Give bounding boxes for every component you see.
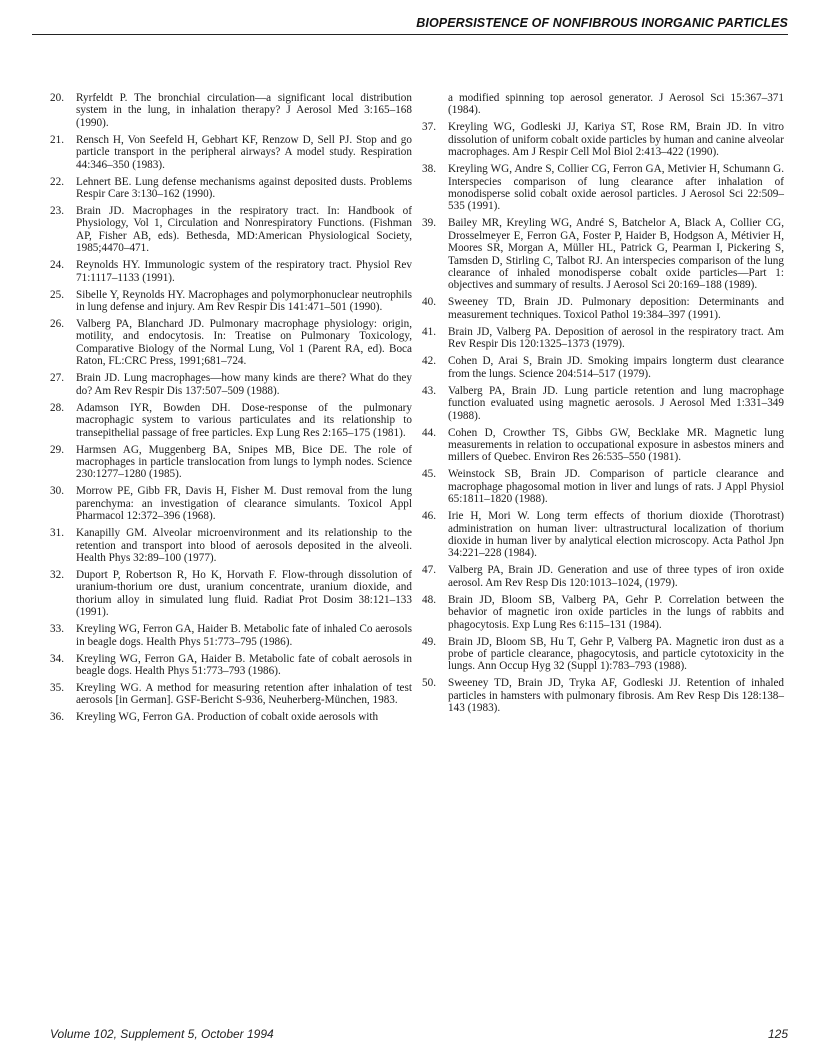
reference-32	[50, 569, 412, 619]
reference-number: 42.	[422, 355, 436, 368]
reference-text: Kreyling WG, Godleski JJ, Kariya ST, Rose RM, Brain JD. In vitro dissolution of uniform cobalt oxide particles by human and canine alveolar macrophages. Am J Respir Cell Mol Biol 2:413–422 (1990).	[448, 121, 784, 159]
reference-text: Kreyling WG. A method for measuring retention after inhalation of test aerosols [in German]. GSF-Bericht S-936, Neuherberg-München, 1983.	[76, 681, 412, 707]
reference-25	[50, 289, 412, 314]
references-left-column	[50, 92, 412, 728]
reference-number: 48.	[422, 593, 436, 606]
reference-21	[50, 134, 412, 171]
reference-text: Adamson IYR, Bowden DH. Dose-response of the pulmonary macrophagic system to various particulates and its relationship to transepithelial passage of free particles. Exp Lung Res 2:165–175 (1981).	[76, 401, 412, 439]
reference-text: Bailey MR, Kreyling WG, André S, Batchelor A, Black A, Collier CG, Drosselmeyer E, Ferron GA, Foster P, Haider B, Hodgson A, Métivier H, Moores SR, Morgan A, Müller HL, Patrick G, Pearman I, Pickering S, Tamsden D, Stirling C, Talbot RJ. An interspecies comparison of the lung clearance of inhaled monodisperse cobalt oxide particles—Part 1: objectives and summary of results. J Aerosol Sci 20:169–188 (1989).	[448, 217, 784, 292]
reference-number: 41.	[422, 325, 436, 338]
reference-number: 33.	[50, 623, 64, 636]
reference-text: Kreyling WG, Ferron GA. Production of cobalt oxide aerosols with	[76, 711, 379, 724]
reference-text: Harmsen AG, Muggenberg BA, Snipes MB, Bice DE. The role of macrophages in particle translocation from lungs to lymph nodes. Science 230:1277–1280 (1985).	[76, 443, 412, 481]
reference-38	[422, 163, 784, 213]
reference-number: 46.	[422, 510, 436, 523]
reference-number: 45.	[422, 468, 436, 481]
reference-40	[422, 296, 784, 321]
reference-30	[50, 485, 412, 522]
reference-text: Kreyling WG, Andre S, Collier CG, Ferron GA, Metivier H, Schumann G. Interspecies comparison of lung clearance after inhalation of monodisperse solid cobalt oxide aerosol particles. J Aerosol Sci 22:509–535 (1991).	[448, 163, 784, 213]
reference-49	[422, 636, 784, 673]
reference-41	[422, 326, 784, 351]
reference-text: Brain JD. Lung macrophages—how many kinds are there? What do they do? Am Rev Respir Dis 137:507–509 (1988).	[76, 372, 412, 397]
journal-issue: Volume 102, Supplement 5, October 1994	[50, 1027, 274, 1041]
reference-text: Duport P, Robertson R, Ho K, Horvath F. Flow-through dissolution of uranium-thorium ore dust, uranium concentrate, uranium dioxide, and thorium alloy in simulated lung fluid. Radiat Prot Dosim 38:121–133 (1991).	[76, 568, 412, 619]
reference-number: 34.	[50, 652, 64, 665]
reference-text: Irie H, Mori W. Long term effects of thorium dioxide (Thorotrast) administration on human liver: ultrastructural localization of thorium dioxide in human liver by analytical election microscopy. Acta Pathol Jpn 34:221–228 (1984).	[448, 510, 784, 560]
reference-number: 36.	[50, 711, 64, 724]
reference-text: Ryrfeldt P. The bronchial circulation—a significant local distribution system in the lung, in inhalation therapy? J Aerosol Med 3:165–168 (1990).	[76, 92, 412, 129]
reference-31	[50, 527, 412, 564]
reference-text: Weinstock SB, Brain JD. Comparison of particle clearance and macrophage phagosomal motion in liver and lungs of rats. J Appl Physiol 65:1811–1820 (1988).	[448, 468, 784, 506]
reference-number: 20.	[50, 92, 64, 104]
reference-number: 27.	[50, 372, 64, 385]
reference-23	[50, 205, 412, 255]
reference-48	[422, 594, 784, 631]
reference-number: 25.	[50, 288, 64, 301]
reference-37	[422, 121, 784, 158]
running-title: BIOPERSISTENCE OF NONFIBROUS INORGANIC PARTICLES	[416, 16, 788, 30]
reference-number: 49.	[422, 635, 436, 648]
reference-number: 50.	[422, 677, 436, 690]
header-rule	[32, 34, 788, 35]
reference-22	[50, 176, 412, 201]
reference-26	[50, 318, 412, 368]
reference-text: Brain JD, Bloom SB, Valberg PA, Gehr P. Correlation between the behavior of magnetic iron oxide particles in the lungs of rabbits and phagocytosis. Exp Lung Res 6:115–131 (1984).	[448, 593, 784, 631]
reference-number: 28.	[50, 401, 64, 414]
reference-27	[50, 372, 412, 397]
reference-text: Cohen D, Crowther TS, Gibbs GW, Becklake MR. Magnetic lung measurements in relation to occupational exposure in asbestos miners and millers of Quebec. Environ Res 26:535–550 (1981).	[448, 426, 784, 464]
reference-number: 37.	[422, 121, 436, 134]
references-right-column	[422, 92, 784, 719]
reference-34	[50, 653, 412, 678]
reference-39	[422, 217, 784, 291]
reference-28	[50, 402, 412, 439]
reference-text: Kreyling WG, Ferron GA, Haider B. Metabolic fate of inhaled Co aerosols in beagle dogs. Health Phys 51:773–795 (1986).	[76, 623, 412, 648]
reference-46	[422, 510, 784, 560]
page-number: 125	[767, 1027, 788, 1041]
reference-33	[50, 623, 412, 648]
reference-number: 29.	[50, 443, 64, 456]
reference-number: 24.	[50, 259, 64, 272]
reference-number: 35.	[50, 681, 64, 694]
reference-number: 38.	[422, 163, 436, 176]
reference-text: Brain JD, Valberg PA. Deposition of aerosol in the respiratory tract. Am Rev Respir Dis 120:1325–1373 (1979).	[448, 325, 784, 351]
reference-number: 44.	[422, 426, 436, 439]
reference-number: 39.	[422, 217, 436, 230]
reference-50	[422, 677, 784, 714]
reference-20	[50, 92, 412, 129]
reference-text: Sibelle Y, Reynolds HY. Macrophages and polymorphonuclear neutrophils in lung defense and injury. Am Rev Respir Dis 141:471–501 (1990).	[76, 288, 412, 314]
reference-number: 40.	[422, 296, 436, 309]
reference-47	[422, 564, 784, 589]
reference-36-continuation: a modified spinning top aerosol generator. J Aerosol Sci 15:367–371 (1984).	[448, 92, 784, 117]
reference-text: Kanapilly GM. Alveolar microenvironment and its relationship to the retention and transport into blood of aerosols deposited in the alveoli. Health Phys 32:89–100 (1977).	[76, 527, 412, 564]
reference-29	[50, 444, 412, 481]
reference-45	[422, 468, 784, 505]
reference-24	[50, 259, 412, 284]
reference-text: Kreyling WG, Ferron GA, Haider B. Metabolic fate of cobalt aerosols in beagle dogs. Health Phys 51:773–793 (1986).	[76, 652, 412, 677]
reference-35	[50, 682, 412, 707]
reference-text: Valberg PA, Blanchard JD. Pulmonary macrophage physiology: origin, motility, and endocytosis. In: Treatise on Pulmonary Toxicology, Comparative Biology of the Normal Lung, Vol 1 (Parent RA, ed). Boca Raton, FL:CRC Press, 1991;681–724.	[76, 318, 412, 368]
reference-text: Brain JD. Macrophages in the respiratory tract. In: Handbook of Physiology, Vol 1, Circulation and Nonrespiratory Functions. (Fishman AP, Fisher AB, eds). Bethesda, MD:American Physiological Society, 1985;4470–471.	[76, 205, 412, 255]
reference-36	[50, 711, 412, 723]
reference-text: Lehnert BE. Lung defense mechanisms against deposited dusts. Problems Respir Care 3:130–162 (1990).	[76, 175, 412, 201]
reference-number: 31.	[50, 527, 64, 540]
reference-number: 22.	[50, 175, 64, 188]
reference-text: Rensch H, Von Seefeld H, Gebhart KF, Renzow D, Sell PJ. Stop and go particle transport in the peripheral airways? A model study. Respiration 44:346–350 (1983).	[76, 133, 412, 171]
reference-text: Morrow PE, Gibb FR, Davis H, Fisher M. Dust removal from the lung parenchyma: an investigation of clearance simulants. Toxicol Appl Pharmacol 12:372–396 (1968).	[76, 485, 412, 523]
reference-number: 32.	[50, 568, 64, 581]
reference-number: 30.	[50, 485, 64, 498]
reference-text: Valberg PA, Brain JD. Lung particle retention and lung macrophage function evaluated using magnetic aerosols. J Aerosol Med 1:331–349 (1988).	[448, 384, 784, 422]
reference-number: 47.	[422, 564, 436, 577]
reference-number: 21.	[50, 133, 64, 146]
reference-text: Cohen D, Arai S, Brain JD. Smoking impairs longterm dust clearance from the lungs. Science 204:514–517 (1979).	[448, 355, 784, 380]
reference-text: Reynolds HY. Immunologic system of the respiratory tract. Physiol Rev 71:1117–1133 (1991).	[76, 259, 412, 284]
reference-43	[422, 385, 784, 422]
reference-number: 26.	[50, 318, 64, 331]
reference-number: 23.	[50, 205, 64, 218]
reference-number: 43.	[422, 384, 436, 397]
reference-text: Sweeney TD, Brain JD, Tryka AF, Godleski JJ. Retention of inhaled particles in hamsters with pulmonary fibrosis. Am Rev Resp Dis 128:138–143 (1983).	[448, 677, 784, 715]
reference-text: Sweeney TD, Brain JD. Pulmonary deposition: Determinants and measurement techniques. Toxicol Pathol 19:384–397 (1991).	[448, 296, 784, 321]
reference-42	[422, 355, 784, 380]
reference-44	[422, 427, 784, 464]
reference-text: Valberg PA, Brain JD. Generation and use of three types of iron oxide aerosol. Am Rev Resp Dis 120:1013–1024, (1979).	[448, 564, 784, 589]
reference-text: Brain JD, Bloom SB, Hu T, Gehr P, Valberg PA. Magnetic iron dust as a probe of particle clearance, phagocytosis, and particle cytotoxicity in the lungs. Ann Occup Hyg 32 (Suppl 1):783–793 (1988).	[448, 635, 784, 673]
